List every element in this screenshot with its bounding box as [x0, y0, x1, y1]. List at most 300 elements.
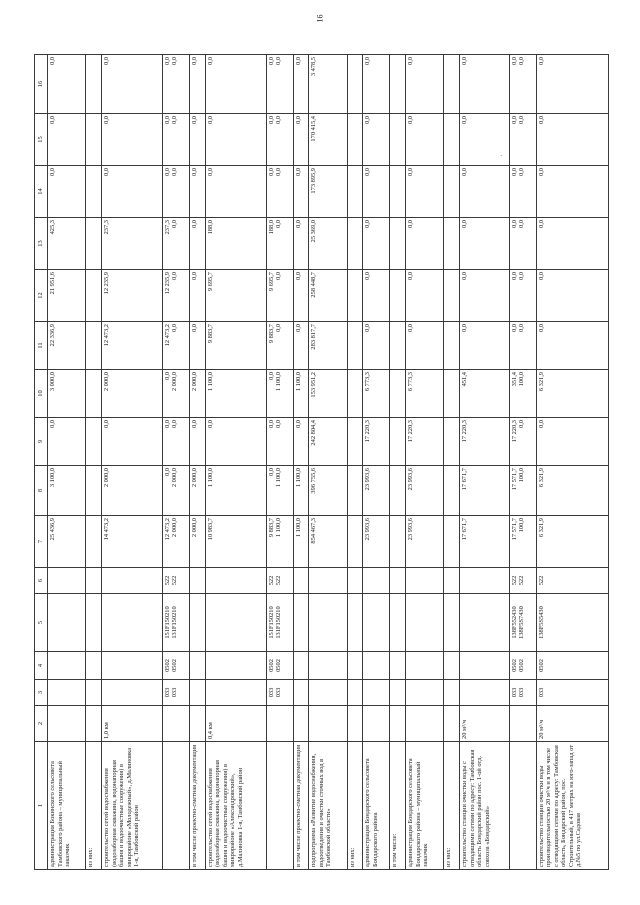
- cell-value: 033: [163, 687, 171, 698]
- cell-value: 237,3: [103, 220, 111, 235]
- cell-value: 283 817,7: [310, 324, 318, 350]
- cell-value: 17 220,3: [461, 420, 469, 443]
- cell-value: 0,0: [294, 168, 302, 176]
- table-cell: [189, 652, 205, 680]
- table-cell: [86, 270, 102, 322]
- cell-value: 0,0: [267, 168, 275, 176]
- table-cell: [444, 370, 460, 418]
- table-cell: [293, 370, 309, 418]
- cell-value: 0,0: [206, 57, 214, 65]
- table-cell: [48, 418, 86, 466]
- table-cell: [390, 370, 406, 418]
- table-cell: [347, 680, 363, 706]
- table-cell: [347, 218, 363, 270]
- row-name-cell: [509, 742, 536, 870]
- cell-value: 0,0: [275, 57, 283, 65]
- table-cell: [309, 55, 347, 114]
- table-cell: [266, 680, 293, 706]
- table-cell: [102, 218, 163, 270]
- table-cell: [406, 370, 444, 418]
- cell-value: 0,0: [364, 116, 372, 124]
- table-cell: [347, 166, 363, 218]
- table-cell: [390, 55, 406, 114]
- table-cell: [293, 114, 309, 166]
- table-row: [390, 55, 406, 870]
- table-cell: [266, 594, 293, 652]
- cell-value: 033: [171, 687, 179, 698]
- column-header: 13: [35, 218, 48, 270]
- table-cell: [309, 166, 347, 218]
- cell-value: 1 100,0: [294, 372, 302, 392]
- table-cell: [509, 466, 536, 516]
- cell-value: 0,0: [275, 116, 283, 124]
- cell-value: 153 951,2: [310, 372, 318, 398]
- cell-value: 033: [537, 687, 545, 698]
- cell-value: 0,0: [518, 57, 526, 65]
- cell-value: 522: [163, 575, 171, 586]
- table-cell: [162, 270, 189, 322]
- table-cell: [86, 166, 102, 218]
- cell-value: 12 235,9: [163, 272, 171, 295]
- table-cell: [406, 418, 444, 466]
- cell-value: 6 321,9: [537, 372, 545, 392]
- table-cell: [293, 322, 309, 370]
- table-row: [266, 55, 293, 870]
- table-row: [293, 55, 309, 870]
- table-cell: [293, 568, 309, 594]
- table-cell: [309, 568, 347, 594]
- cell-value: 0,0: [206, 116, 214, 124]
- row-name-cell: [162, 742, 189, 870]
- table-cell: [293, 270, 309, 322]
- table-cell: [347, 114, 363, 166]
- cell-value: 0,0: [275, 220, 283, 228]
- table-row: [347, 55, 363, 870]
- table-cell: [363, 114, 390, 166]
- table-cell: [86, 114, 102, 166]
- table-cell: [48, 568, 86, 594]
- table-cell: [460, 218, 510, 270]
- row-name-cell: [266, 742, 293, 870]
- cell-value: 170 415,4: [310, 116, 318, 142]
- table-cell: [189, 516, 205, 568]
- cell-value: 12 473,2: [163, 518, 171, 541]
- cell-value: 0,0: [407, 220, 415, 228]
- cell-value: 0,0: [103, 168, 111, 176]
- budget-table: [34, 54, 609, 870]
- cell-value: 0,0: [461, 272, 469, 280]
- cell-value: 0,0: [171, 57, 179, 65]
- cell-value: 9 883,7: [206, 324, 214, 344]
- cell-value: 0,0: [103, 116, 111, 124]
- cell-value: 23 993,6: [407, 468, 415, 491]
- cell-value: 522: [171, 575, 179, 586]
- cell-value: 033: [275, 687, 283, 698]
- column-header: 3: [35, 680, 48, 706]
- table-row: [189, 55, 205, 870]
- table-cell: [293, 680, 309, 706]
- table-cell: [48, 114, 86, 166]
- table-cell: [293, 418, 309, 466]
- row-unit-cell: 1,0 км: [102, 706, 163, 742]
- table-cell: [205, 370, 266, 418]
- table-cell: [102, 594, 163, 652]
- cell-value: 0,0: [407, 116, 415, 124]
- cell-value: 0,0: [510, 168, 518, 176]
- cell-value: 854 467,3: [310, 518, 318, 544]
- cell-value: 0,0: [171, 116, 179, 124]
- cell-value: 0,0: [364, 168, 372, 176]
- cell-value: 0,0: [537, 272, 545, 280]
- table-cell: [309, 418, 347, 466]
- row-unit-cell: 20 м³/ч: [460, 706, 510, 742]
- table-row: [444, 55, 460, 870]
- column-header: 5: [35, 594, 48, 652]
- table-cell: [444, 568, 460, 594]
- table-cell: [205, 652, 266, 680]
- table-cell: [347, 322, 363, 370]
- cell-value: 2 000,0: [190, 372, 198, 392]
- cell-value: 0502: [171, 659, 179, 672]
- table-cell: [205, 594, 266, 652]
- table-cell: [189, 466, 205, 516]
- cell-value: 0,0: [407, 324, 415, 332]
- table-cell: [309, 652, 347, 680]
- row-name-cell: строительство сетей водоснабжения (водозаборная скважина, водонапорная башня и водоочистные сооружения) в микрорайоне «Молодежный», д.Малиновка 1-я, Тамбовский район: [102, 742, 163, 870]
- cell-value: 100,0: [518, 518, 526, 533]
- header-row: [35, 55, 48, 870]
- row-unit-cell: [86, 706, 102, 742]
- table-cell: [205, 680, 266, 706]
- table-cell: [460, 418, 510, 466]
- table-cell: [266, 568, 293, 594]
- cell-value: 0,0: [171, 272, 179, 280]
- table-cell: [406, 680, 444, 706]
- cell-value: 425,3: [49, 220, 56, 235]
- table-cell: [363, 218, 390, 270]
- table-cell: [48, 652, 86, 680]
- cell-value: 033: [510, 687, 518, 698]
- cell-value: 138F5S5430: [537, 606, 545, 639]
- table-cell: [205, 568, 266, 594]
- table-cell: [444, 114, 460, 166]
- cell-value: 0,0: [518, 168, 526, 176]
- table-cell: [347, 594, 363, 652]
- cell-value: 0,0: [518, 272, 526, 280]
- row-unit-cell: [406, 706, 444, 742]
- table-cell: [444, 516, 460, 568]
- table-row: [102, 55, 163, 870]
- table-cell: [460, 166, 510, 218]
- table-cell: [266, 466, 293, 516]
- cell-value: 522: [518, 575, 526, 586]
- cell-value: 188,0: [267, 220, 275, 235]
- table-cell: [536, 418, 608, 466]
- table-row: [406, 55, 444, 870]
- cell-value: 0,0: [461, 116, 469, 124]
- cell-value: 1 100,0: [275, 372, 283, 392]
- row-unit-cell: [189, 706, 205, 742]
- cell-value: 9 883,7: [267, 324, 275, 344]
- table-cell: [162, 418, 189, 466]
- cell-value: 2 000,0: [103, 372, 111, 392]
- cell-value: 138F552430: [510, 606, 518, 639]
- cell-value: 0,0: [103, 420, 111, 428]
- table-cell: [406, 166, 444, 218]
- table-cell: [189, 166, 205, 218]
- table-cell: [536, 568, 608, 594]
- margin-mark: ·: [500, 152, 503, 160]
- table-cell: [162, 652, 189, 680]
- cell-value: 1 100,0: [206, 372, 214, 392]
- table-cell: [509, 218, 536, 270]
- table-cell: [189, 55, 205, 114]
- column-header: 9: [35, 418, 48, 466]
- table-cell: [293, 166, 309, 218]
- cell-value: 2 000,0: [190, 468, 198, 488]
- row-unit-cell: [48, 706, 86, 742]
- table-cell: [347, 652, 363, 680]
- table-cell: [162, 322, 189, 370]
- table-cell: [86, 466, 102, 516]
- cell-value: 0502: [267, 659, 275, 672]
- table-cell: [363, 680, 390, 706]
- table-cell: [102, 516, 163, 568]
- table-cell: [536, 680, 608, 706]
- row-name-cell: из них:: [86, 742, 102, 870]
- table-cell: [390, 418, 406, 466]
- cell-value: 0,0: [510, 324, 518, 332]
- table-cell: [536, 114, 608, 166]
- table-row: [509, 55, 536, 870]
- cell-value: 0,0: [510, 116, 518, 124]
- table-cell: [347, 270, 363, 322]
- cell-value: 0,0: [275, 168, 283, 176]
- table-cell: [390, 270, 406, 322]
- table-cell: [86, 370, 102, 418]
- table-cell: [444, 652, 460, 680]
- cell-value: 0,0: [294, 220, 302, 228]
- table-cell: [390, 322, 406, 370]
- table-cell: [390, 166, 406, 218]
- cell-value: 3 478,5: [310, 57, 318, 77]
- cell-value: 173 895,9: [310, 168, 318, 194]
- table-cell: [509, 418, 536, 466]
- cell-value: 0502: [275, 659, 283, 672]
- cell-value: 188,0: [206, 220, 214, 235]
- cell-value: 0,0: [49, 116, 56, 124]
- table-cell: [162, 55, 189, 114]
- row-unit-cell: [293, 706, 309, 742]
- table-cell: [444, 680, 460, 706]
- cell-value: 237,3: [163, 220, 171, 235]
- cell-value: 12 473,2: [103, 324, 111, 347]
- cell-value: 138F5S7430: [518, 606, 526, 639]
- cell-value: 033: [267, 687, 275, 698]
- table-row: [536, 55, 608, 870]
- cell-value: 0,0: [537, 220, 545, 228]
- table-cell: [509, 270, 536, 322]
- table-cell: [293, 652, 309, 680]
- cell-value: 1 100,0: [294, 468, 302, 488]
- row-name-cell: в том числе:: [390, 742, 406, 870]
- table-cell: [309, 114, 347, 166]
- table-row: [363, 55, 390, 870]
- table-cell: [293, 55, 309, 114]
- table-cell: [406, 55, 444, 114]
- table-cell: [444, 218, 460, 270]
- table-cell: [406, 652, 444, 680]
- table-cell: [509, 370, 536, 418]
- table-cell: [189, 322, 205, 370]
- table-cell: [460, 680, 510, 706]
- table-cell: [347, 370, 363, 418]
- table-cell: [293, 466, 309, 516]
- table-cell: [536, 218, 608, 270]
- table-cell: [102, 270, 163, 322]
- table-cell: [536, 466, 608, 516]
- cell-value: 151F150210: [163, 606, 171, 639]
- table-cell: [390, 680, 406, 706]
- column-header: 10: [35, 370, 48, 418]
- cell-value: 131F150210: [275, 606, 283, 639]
- table-cell: [205, 418, 266, 466]
- table-cell: [293, 516, 309, 568]
- table-cell: [205, 466, 266, 516]
- table-cell: [86, 418, 102, 466]
- column-header: 7: [35, 516, 48, 568]
- table-cell: [406, 568, 444, 594]
- row-unit-cell: 0,4 км: [205, 706, 266, 742]
- table-row: [205, 55, 266, 870]
- table-cell: [509, 568, 536, 594]
- cell-value: 2 000,0: [171, 518, 179, 538]
- table-cell: [309, 218, 347, 270]
- cell-value: 9 883,7: [267, 518, 275, 538]
- table-cell: [266, 55, 293, 114]
- column-header: 14: [35, 166, 48, 218]
- cell-value: 0,0: [364, 324, 372, 332]
- cell-value: 17 671,7: [461, 468, 469, 491]
- table-cell: [205, 166, 266, 218]
- cell-value: 0,0: [461, 324, 469, 332]
- table-cell: [162, 516, 189, 568]
- cell-value: 0,0: [537, 57, 545, 65]
- cell-value: 23 993,6: [364, 518, 372, 541]
- table-cell: [509, 594, 536, 652]
- cell-value: 0,0: [407, 168, 415, 176]
- column-header: 2: [35, 706, 48, 742]
- table-cell: [536, 652, 608, 680]
- cell-value: 0,0: [163, 57, 171, 65]
- cell-value: 1 100,0: [294, 518, 302, 538]
- cell-value: 3 000,0: [49, 372, 56, 392]
- cell-value: 151F150210: [267, 606, 275, 639]
- cell-value: 131F150210: [171, 606, 179, 639]
- table-cell: [509, 166, 536, 218]
- row-unit-cell: [309, 706, 347, 742]
- cell-value: 0,0: [171, 220, 179, 228]
- cell-value: 0,0: [275, 420, 283, 428]
- table-body: [48, 55, 609, 870]
- table-cell: [390, 652, 406, 680]
- table-cell: [390, 466, 406, 516]
- table-cell: [205, 55, 266, 114]
- cell-value: 2 000,0: [171, 468, 179, 488]
- table-cell: [189, 114, 205, 166]
- table-row: [48, 55, 86, 870]
- cell-value: 2 000,0: [103, 468, 111, 488]
- table-cell: [390, 594, 406, 652]
- cell-value: 0,0: [518, 220, 526, 228]
- table-cell: [406, 322, 444, 370]
- table-cell: [347, 568, 363, 594]
- cell-value: 1 100,0: [275, 518, 283, 538]
- table-cell: [460, 652, 510, 680]
- table-cell: [205, 322, 266, 370]
- cell-value: 0,0: [267, 420, 275, 428]
- cell-value: 25 436,9: [49, 518, 56, 541]
- column-header: 4: [35, 652, 48, 680]
- cell-value: 0,0: [190, 220, 198, 228]
- table-cell: [162, 218, 189, 270]
- table-cell: [390, 568, 406, 594]
- cell-value: 0,0: [294, 272, 302, 280]
- cell-value: 6 321,9: [537, 468, 545, 488]
- cell-value: 0,0: [461, 220, 469, 228]
- table-cell: [102, 680, 163, 706]
- cell-value: 0502: [518, 659, 526, 672]
- row-name-cell: строительство станции очистки воды производительностью 20 м³/ч и в том числе с отводящими сетями по адресу: Тамбовская область, Бондарский район, пос. Строительный, в 417 метрах на юго-запад от д.№5 по ул.Садовая: [536, 742, 608, 870]
- table-cell: [86, 680, 102, 706]
- table-cell: [293, 218, 309, 270]
- column-header: 8: [35, 466, 48, 516]
- row-name-cell: строительство станции очистки воды с отводящими сетями по адресу: Тамбовская область Бондарский район пос. 1-ой отд. совхоза «Бондарский»: [460, 742, 510, 870]
- cell-value: 0,0: [537, 116, 545, 124]
- cell-value: 0,0: [407, 57, 415, 65]
- cell-value: 0,0: [294, 324, 302, 332]
- cell-value: 242 804,4: [310, 420, 318, 446]
- table-cell: [444, 55, 460, 114]
- table-cell: [86, 322, 102, 370]
- cell-value: 522: [510, 575, 518, 586]
- table-cell: [536, 370, 608, 418]
- table-row: [460, 55, 510, 870]
- row-unit-cell: [266, 706, 293, 742]
- table-cell: [266, 166, 293, 218]
- cell-value: 6 773,3: [407, 372, 415, 392]
- table-cell: [460, 516, 510, 568]
- table-cell: [189, 418, 205, 466]
- cell-value: 0,0: [364, 272, 372, 280]
- table-cell: [460, 370, 510, 418]
- table-cell: [363, 516, 390, 568]
- row-name-cell: администрация Бондарского сельсовета Бондарского района: [363, 742, 390, 870]
- column-header: 15: [35, 114, 48, 166]
- table-cell: [363, 322, 390, 370]
- cell-value: 0502: [163, 659, 171, 672]
- table-cell: [460, 466, 510, 516]
- row-name-cell: в том числе проектно-сметная документация: [189, 742, 205, 870]
- table-cell: [102, 114, 163, 166]
- table-cell: [406, 594, 444, 652]
- row-unit-cell: [347, 706, 363, 742]
- table-cell: [102, 418, 163, 466]
- cell-value: 0,0: [407, 272, 415, 280]
- cell-value: 0,0: [163, 116, 171, 124]
- cell-value: 17 220,3: [510, 420, 518, 443]
- table-cell: [162, 680, 189, 706]
